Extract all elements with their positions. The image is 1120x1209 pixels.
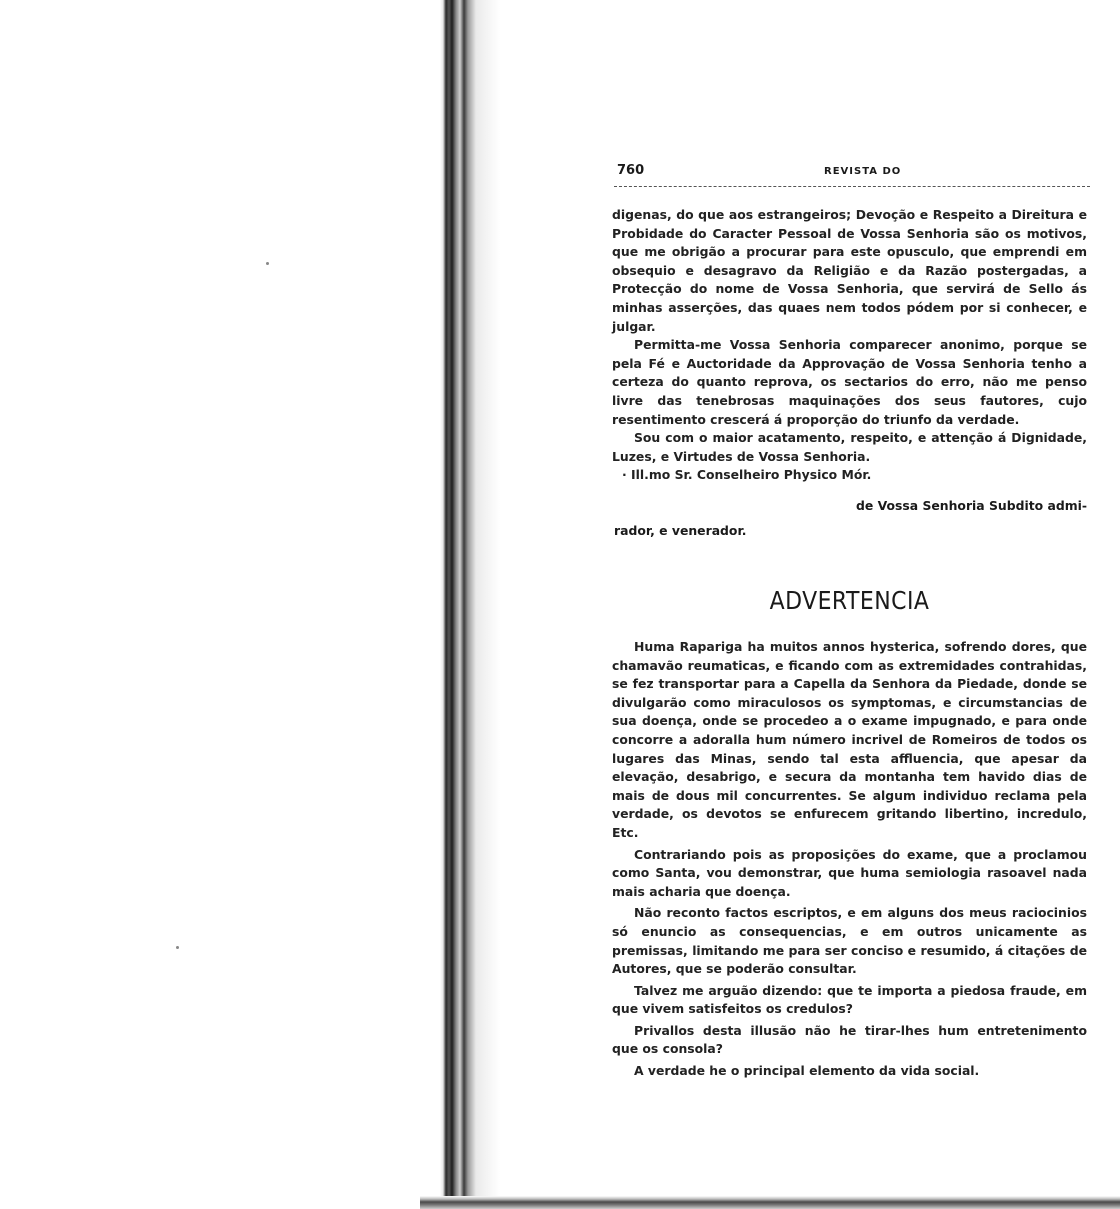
scan-speck [266, 262, 269, 265]
section-title: ADVERTENCIA [769, 586, 930, 615]
page-bottom-edge [420, 1196, 1120, 1209]
advertencia-paragraph: Privallos desta illusão não he tirar-lhes hum entretenimento que os consola? [612, 1022, 1087, 1057]
advertencia-body [612, 638, 1087, 1084]
left-blank-page [0, 0, 446, 1209]
signature-line: de Vossa Senhoria Subdito admi- [856, 498, 1087, 513]
header-rule [614, 186, 1090, 187]
page-number: 760 [617, 163, 645, 178]
letter-body [612, 206, 1087, 485]
advertencia-paragraph: A verdade he o principal elemento da vida social. [634, 1063, 980, 1079]
book-gutter [440, 0, 500, 1209]
advertencia-paragraph: Não reconto factos escriptos, e em alguns dos meus raciocinios só enuncio as consequencias, e em outros unicamente as premissas, limitando me para ser conciso e resumido, á citações de Autores, que se poderão consultar. [612, 905, 1087, 977]
closing-address: · Ill.mo Sr. Conselheiro Physico Mór. [622, 467, 872, 483]
letter-paragraph: Sou com o maior acatamento, respeito, e attenção á Dignidade, Luzes, e Virtudes de Vossa Senhoria. [612, 430, 1087, 464]
scan-speck [176, 946, 179, 949]
advertencia-paragraph: Huma Rapariga ha muitos annos hysterica, sofrendo dores, que chamavão reumaticas, e ficando com as extremidades contrahidas, se fez transportar para a Capella da Senhora da Piedade, donde se divulgarão como miraculosos os symptomas, e circumstancias de sua doença, onde se procedeo a o exame impugnado, e para onde concorre a adoralla hum número incrivel de Romeiros de todos os lugares das Minas, sendo tal esta affluencia, que apesar da elevação, desabrigo, e secura da montanha tem havido dias de mais de dous mil concurrentes. Se algum individuo reclama pela verdade, os devotos se enfurecem gritando libertino, incredulo, Etc. [612, 639, 1087, 840]
advertencia-paragraph: Talvez me arguão dizendo: que te importa a piedosa fraude, em que vivem satisfeitos os credulos? [612, 982, 1087, 1017]
letter-paragraph: digenas, do que aos estrangeiros; Devoção e Respeito a Direitura e Probidade do Caracter Pessoal de Vossa Senhoria são os motivos, que me obrigão a procurar para este opusculo, que emprendi em obsequio e desagravo da Religião e da Razão postergadas, a Protecção do nome de Vossa Senhoria, que servirá de Sello ás minhas asserções, das quaes nem todos pódem por si conhecer, e julgar. [612, 207, 1087, 334]
letter-paragraph: Permitta-me Vossa Senhoria comparecer anonimo, porque se pela Fé e Auctoridade da Approvação de Vossa Senhoria tenho a certeza do quanto reprova, os sectarios do erro, não me penso livre das tenebrosas maquinações dos seus fautores, cujo resentimento crescerá á proporção do triunfo da verdade. [612, 337, 1087, 427]
running-head [614, 163, 1089, 185]
running-title: REVISTA DO [824, 166, 902, 177]
advertencia-paragraph: Contrariando pois as proposições do exame, que a proclamou como Santa, vou demonstrar, que huma semiologia rasoavel nada mais acharia que doença. [612, 846, 1087, 899]
signature-continuation: rador, e venerador. [614, 523, 747, 538]
